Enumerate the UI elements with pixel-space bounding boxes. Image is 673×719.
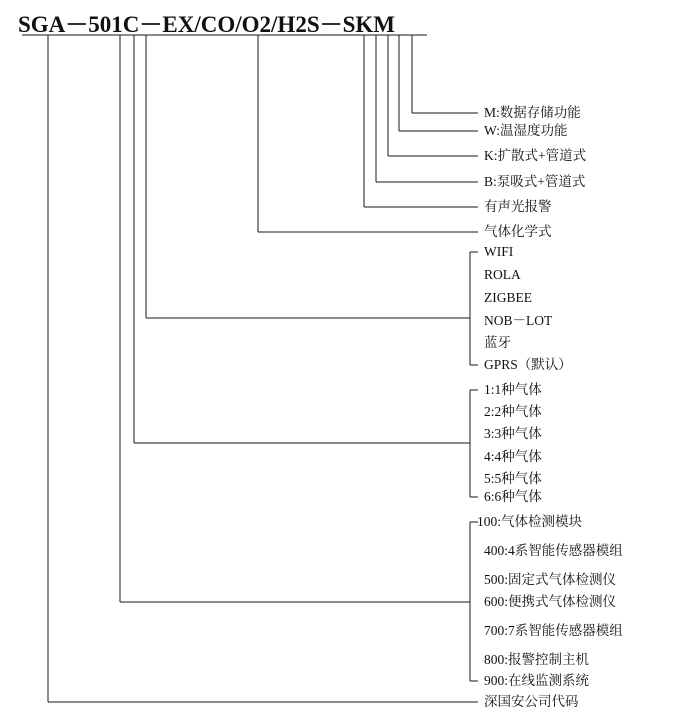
label-series-100: 100:气体检测模块 — [477, 514, 583, 529]
label-comm-gprs: GPRS（默认） — [484, 357, 572, 372]
code-segment-brand: SGA — [18, 12, 66, 37]
label-suffix-m: M:数据存储功能 — [484, 105, 581, 120]
label-comm-nob-lot: NOB－LOT — [484, 313, 553, 328]
label-comm-zigbee: ZIGBEE — [484, 290, 532, 305]
code-dash-3: － — [319, 12, 343, 37]
label-suffix-b: B:泵吸式+管道式 — [484, 174, 586, 189]
label-suffix-alarm: 有声光报警 — [484, 199, 552, 214]
code-dash-2: － — [139, 12, 163, 37]
label-series-700: 700:7系智能传感器模组 — [484, 623, 623, 638]
label-comm-wifi: WIFI — [484, 244, 514, 259]
label-gas-count-1: 1:1种气体 — [484, 382, 542, 397]
label-series-400: 400:4系智能传感器模组 — [484, 543, 623, 558]
code-dash-1: － — [65, 12, 89, 37]
code-segment-suffix: SKM — [342, 12, 396, 37]
label-gas-count-2: 2:2种气体 — [484, 404, 542, 419]
product-code-title — [18, 6, 395, 39]
label-gas-count-5: 5:5种气体 — [484, 471, 542, 486]
label-gas-chemistry: 气体化学式 — [484, 224, 552, 239]
label-series-600: 600:便携式气体检测仪 — [484, 594, 617, 609]
label-comm-bluetooth: 蓝牙 — [484, 335, 511, 350]
label-gas-count-4: 4:4种气体 — [484, 449, 542, 464]
label-comm-rola: ROLA — [484, 267, 521, 282]
label-series-900: 900:在线监测系统 — [484, 673, 590, 688]
code-segment-series: 501C — [88, 12, 140, 37]
label-series-800: 800:报警控制主机 — [484, 652, 590, 667]
label-series-500: 500:固定式气体检测仪 — [484, 572, 617, 587]
label-company-code: 深国安公司代码 — [484, 694, 579, 709]
label-suffix-k: K:扩散式+管道式 — [484, 148, 587, 163]
label-suffix-w: W:温湿度功能 — [484, 123, 568, 138]
code-segment-gas: EX/CO/O2/H2S — [162, 12, 320, 37]
label-gas-count-3: 3:3种气体 — [484, 426, 542, 441]
label-gas-count-6: 6:6种气体 — [484, 489, 542, 504]
